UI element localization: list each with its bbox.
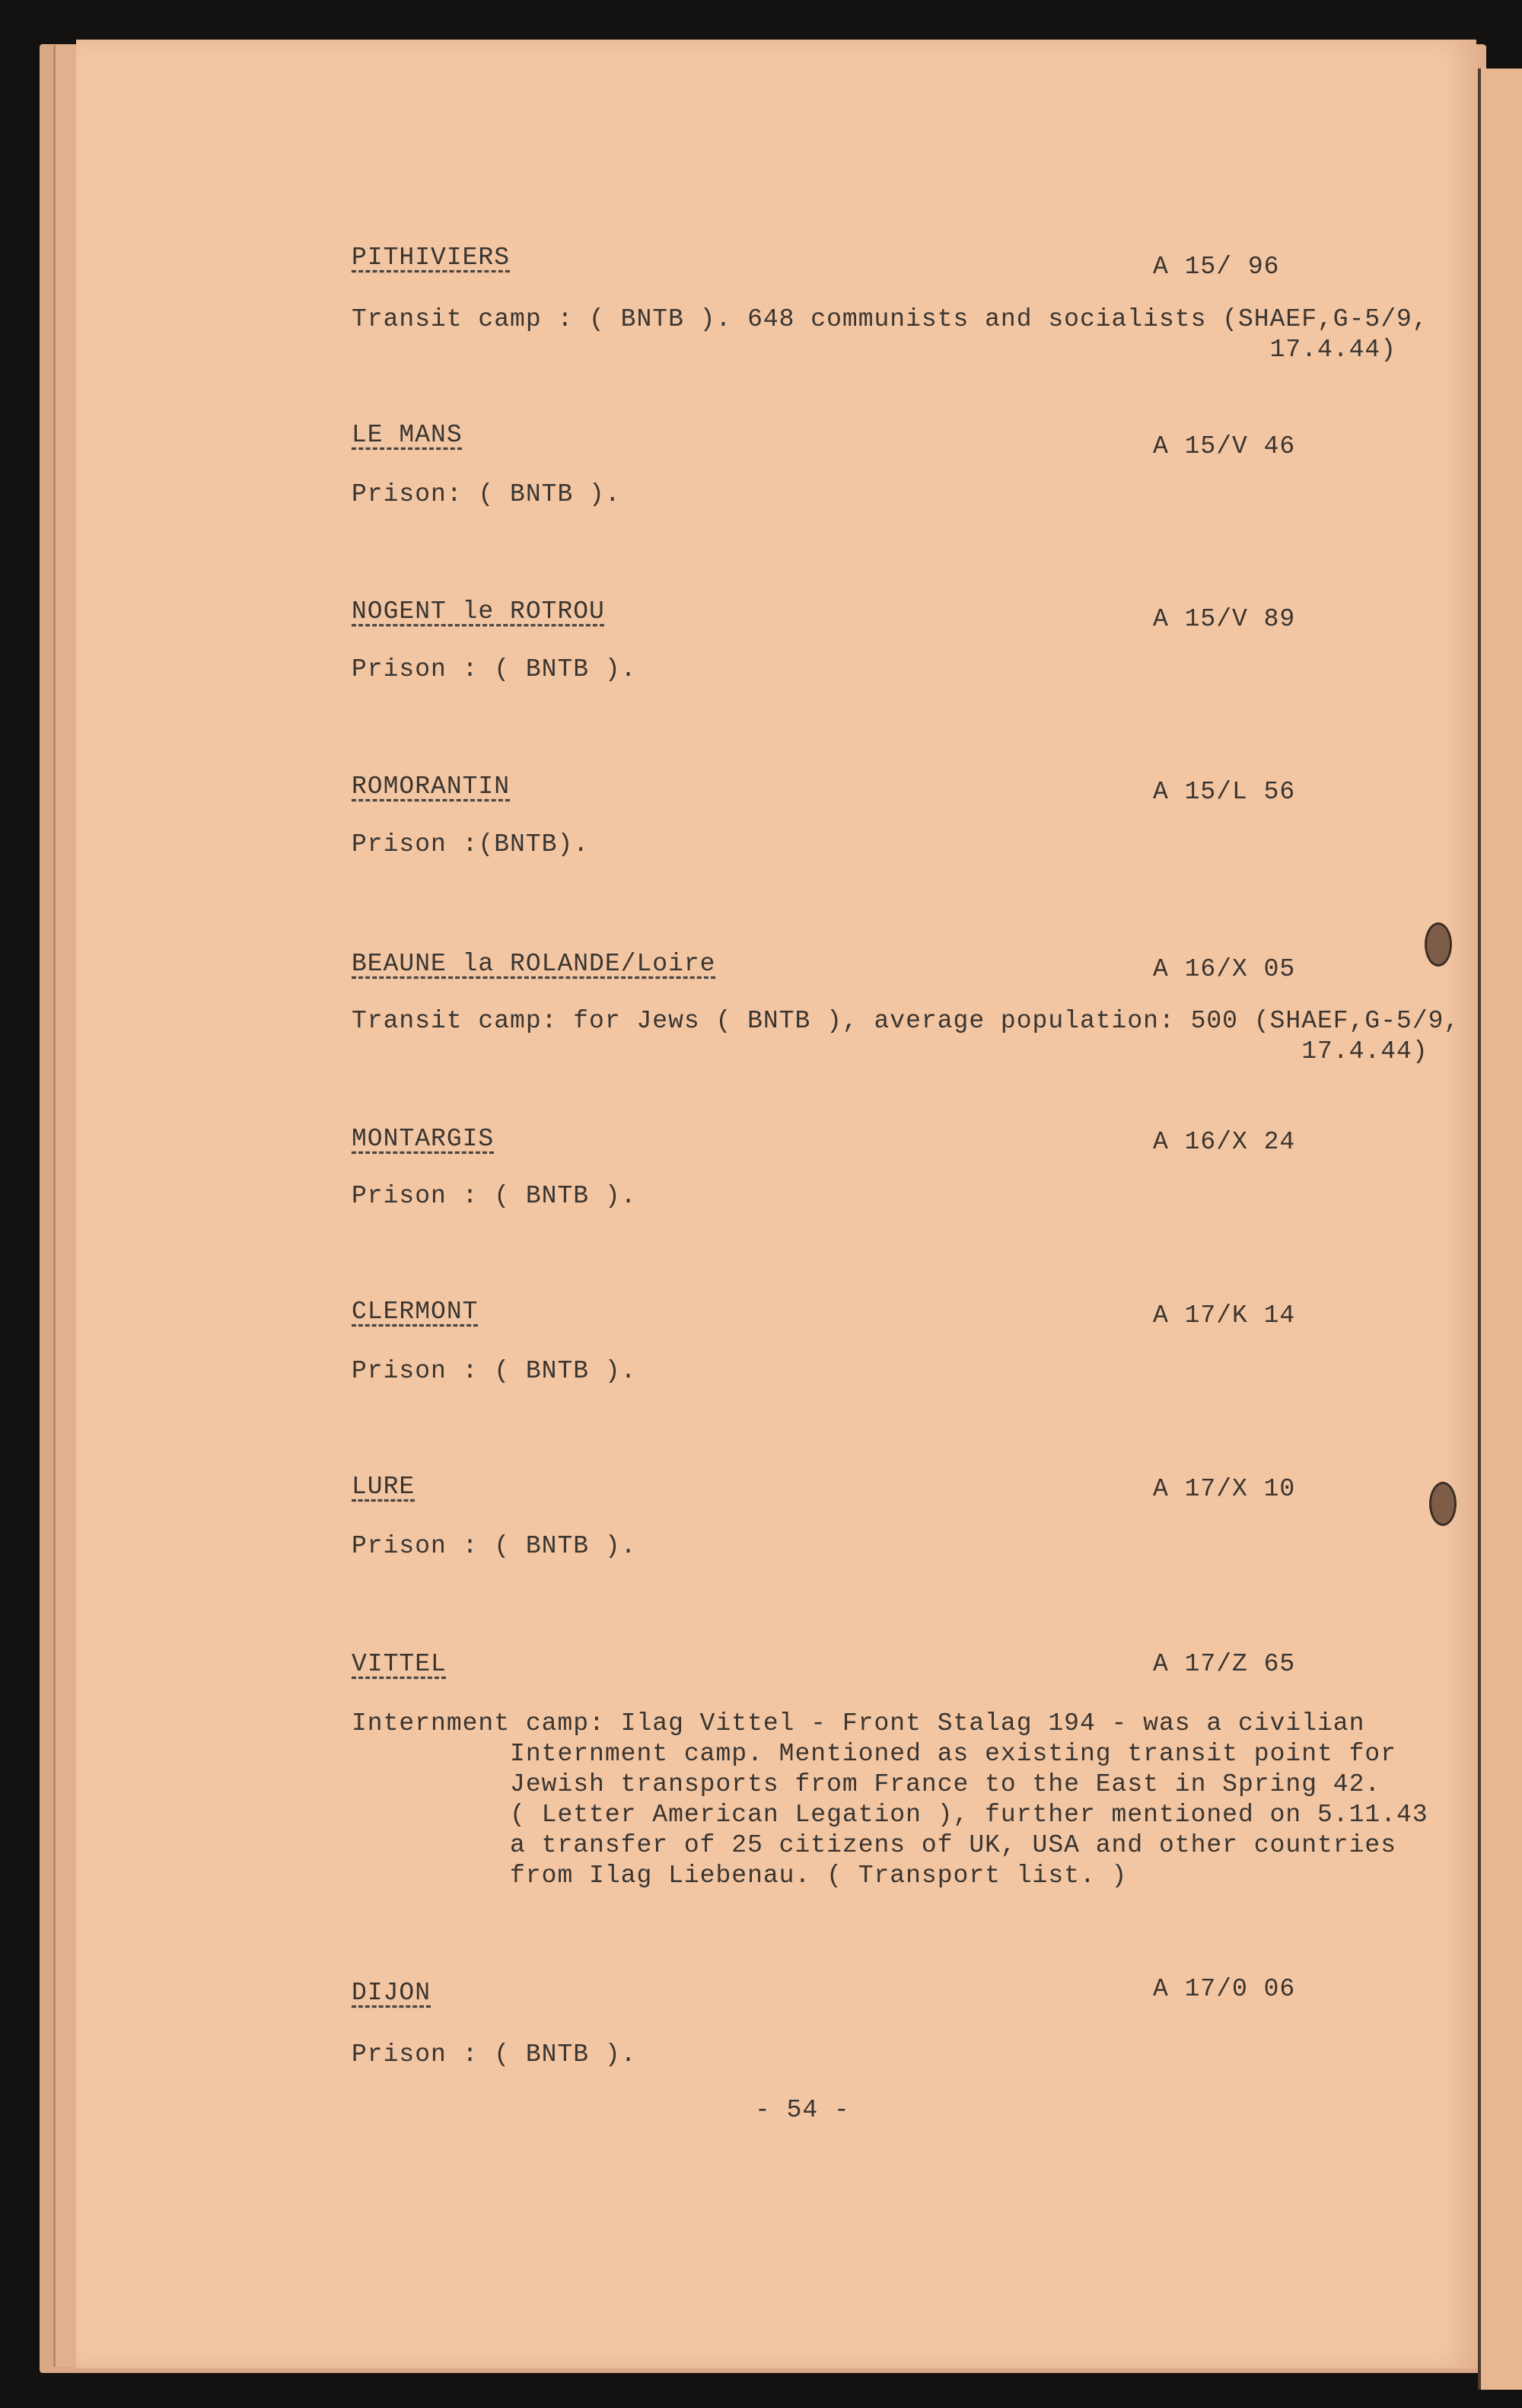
entry-place: DIJON (352, 1979, 431, 2007)
entry-code: A 16/X 05 (1153, 955, 1296, 983)
entry-place: PITHIVIERS (352, 244, 511, 272)
entry-code: A 15/L 56 (1153, 778, 1296, 806)
entry-place: LE MANS (352, 421, 463, 449)
entry-place: LURE (352, 1473, 416, 1501)
entry-place: ROMORANTIN (352, 772, 511, 801)
entry-code: A 17/Z 65 (1153, 1650, 1296, 1678)
document-page (76, 40, 1476, 2368)
entry-description: Transit camp : ( BNTB ). 648 communists and socialists (SHAEF,G-5/9, 17.4.44) (352, 305, 1428, 364)
entry-code: A 15/V 46 (1153, 432, 1296, 460)
entry-description: Prison :(BNTB). (352, 830, 590, 858)
facing-page-edge (1478, 68, 1522, 2390)
entry-description: Internment camp: Ilag Vittel - Front Stalag 194 - was a civilian Internment camp. Mentioned as existing transit point for Jewish transports from France to the East in Spring 42. ( Letter American Legation ), further mentioned on 5.11.43 a transfer of 25 citizens of UK, USA and other countries from Ilag Liebenau. ( Transport list. ) (352, 1709, 1428, 1890)
entry-description: Prison : ( BNTB ). (352, 1182, 637, 1210)
entry-description: Prison : ( BNTB ). (352, 1357, 637, 1385)
entry-description: Prison: ( BNTB ). (352, 480, 621, 508)
entry-place: BEAUNE la ROLANDE/Loire (352, 950, 716, 978)
punch-hole (1425, 922, 1452, 967)
entry-description: Transit camp: for Jews ( BNTB ), average population: 500 (SHAEF,G-5/9, 17.4.44) (352, 1007, 1460, 1065)
entry-code: A 16/X 24 (1153, 1128, 1296, 1156)
entry-code: A 17/X 10 (1153, 1475, 1296, 1503)
entry-code: A 17/K 14 (1153, 1301, 1296, 1330)
punch-hole (1429, 1482, 1457, 1526)
entry-description: Prison : ( BNTB ). (352, 1532, 637, 1560)
page-number: - 54 - (755, 2096, 850, 2124)
entry-description: Prison : ( BNTB ). (352, 2040, 637, 2069)
entry-code: A 15/ 96 (1153, 253, 1280, 281)
entry-place: VITTEL (352, 1650, 447, 1678)
entry-code: A 17/0 06 (1153, 1975, 1296, 2003)
entry-place: CLERMONT (352, 1298, 479, 1326)
entry-code: A 15/V 89 (1153, 605, 1296, 633)
entry-description: Prison : ( BNTB ). (352, 655, 637, 683)
entry-place: NOGENT le ROTROU (352, 597, 605, 626)
entry-place: MONTARGIS (352, 1125, 495, 1153)
